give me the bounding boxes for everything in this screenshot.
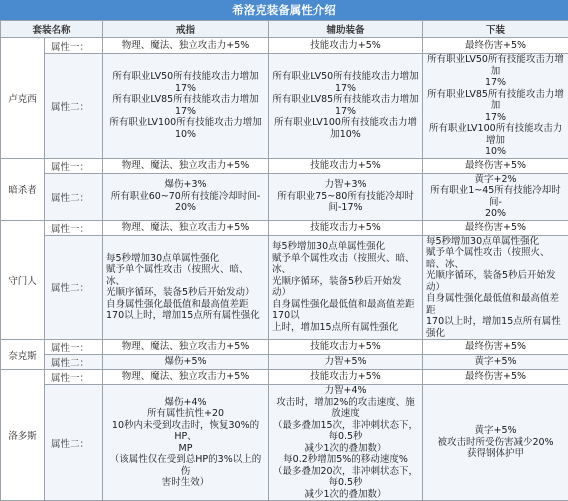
attr-label: 属性一： — [45, 220, 103, 235]
table-row — [1, 235, 568, 340]
set-name: 卢克西 — [1, 38, 45, 159]
lower-value: 黄字+2% 所有职业1~45所有技能冷却时间- 20% — [426, 174, 565, 220]
ring-value: 爆伤+3% 所有职业60~70所有技能冷却时间- 20% — [106, 179, 265, 214]
aux-value: 力智+3% 所有职业75~80所有技能冷却时间-17% — [272, 179, 419, 214]
attr-label: 属性一： — [45, 158, 103, 173]
aux-value: 力智+5% — [269, 355, 423, 370]
attr-label: 属性二： — [45, 54, 103, 159]
table-row — [1, 385, 568, 501]
lower-value: 最终伤害+5% — [423, 370, 568, 385]
set-name: 暗杀者 — [1, 158, 45, 220]
header-row — [1, 21, 568, 38]
ring-value: 爆伤+5% — [103, 355, 269, 370]
lower-value: 黄字+5% 被攻击时所受伤害减少20% 获得钢体护甲 — [426, 425, 565, 460]
ring-value: 物理、魔法、独立攻击力+5% — [103, 38, 269, 54]
ring-value: 所有职业LV50所有技能攻击力增加 17% 所有职业LV85所有技能攻击力增加 17% 所有职业LV100所有技能攻击力增加 10% — [106, 71, 265, 140]
table-row — [1, 340, 568, 355]
attr-label: 属性二： — [45, 385, 103, 501]
ring-value: 物理、魔法、独立攻击力+5% — [103, 158, 269, 173]
set-name: 守门人 — [1, 220, 45, 340]
header-aux: 辅助装备 — [269, 21, 423, 38]
aux-value: 技能攻击力+5% — [269, 158, 423, 173]
table-row — [1, 370, 568, 385]
aux-value: 力智+4% 攻击时，增加2%的攻击速度、施放速度 （最多叠加15次，非冲刺状态下，每0.5秒 减少1次的叠加数） 每0.2秒增加5%的移动速度% （最多叠加20次，非冲刺状态下，每0.5秒 减少1次的叠加数） — [272, 385, 419, 500]
page-title: 希洛克装备属性介绍 — [0, 0, 568, 20]
aux-value: 技能攻击力+5% — [269, 370, 423, 385]
attr-label: 属性二： — [45, 173, 103, 220]
ring-value: 物理、魔法、独立攻击力+5% — [103, 220, 269, 235]
attr-label: 属性一： — [45, 340, 103, 355]
lower-value: 黄字+5% — [423, 355, 568, 370]
table-row — [1, 173, 568, 220]
header-ring: 戒指 — [103, 21, 269, 38]
attr-label: 属性一： — [45, 370, 103, 385]
ring-value: 爆伤+4% 所有属性抗性+20 10秒内未受到攻击时，恢复30%的HP、 MP （该属性仅在受到总HP的3%以上的伤 害时生效） — [106, 397, 265, 489]
aux-value: 技能攻击力+5% — [269, 340, 423, 355]
set-name: 奈克斯 — [1, 340, 45, 370]
table-row — [1, 38, 568, 54]
lower-value: 最终伤害+5% — [423, 340, 568, 355]
lower-value: 最终伤害+5% — [423, 158, 568, 173]
header-set-name: 套装名称 — [1, 21, 103, 38]
lower-value: 最终伤害+5% — [423, 38, 568, 54]
attr-label: 属性二： — [45, 355, 103, 370]
lower-value: 所有职业LV50所有技能攻击力增加 17% 所有职业LV85所有技能攻击力增加 17% 所有职业LV100所有技能攻击力增加 10% — [426, 54, 565, 158]
ring-value: 每5秒增加30点单属性强化 赋予单个属性攻击（按照火、暗、冰、 光顺序循环，装备5秒后开始发动） 自身属性强化最低值和最高值差距 170以上时，增加15点所有属性强化 — [106, 253, 265, 322]
aux-value: 技能攻击力+5% — [269, 220, 423, 235]
table-row — [1, 54, 568, 159]
attr-label: 属性二： — [45, 235, 103, 340]
ring-value: 物理、魔法、独立攻击力+5% — [103, 340, 269, 355]
attr-label: 属性一： — [45, 38, 103, 54]
aux-value: 所有职业LV50所有技能攻击力增加 17% 所有职业LV85所有技能攻击力增加17% 所有职业LV100所有技能攻击力增加10% — [272, 71, 419, 140]
table-row — [1, 158, 568, 173]
header-lower: 下装 — [423, 21, 568, 38]
lower-value: 每5秒增加30点单属性强化 赋予单个属性攻击（按照火、暗、冰、 光顺序循环，装备5秒后开始发动） 自身属性强化最低值和最高值差距 170以上时，增加15点所有属性强化 — [426, 236, 565, 340]
ring-value: 物理、魔法、独立攻击力+5% — [103, 370, 269, 385]
aux-value: 每5秒增加30点单属性强化 赋予单个属性攻击（按照火、暗、冰、 光顺序循环，装备5秒后开始发动） 自身属性强化最低值和最高值差距170以 上时，增加15点所有属性强化 — [272, 241, 419, 333]
table-row — [1, 355, 568, 370]
aux-value: 技能攻击力+5% — [269, 38, 423, 54]
equipment-table — [0, 20, 568, 501]
table-row — [1, 220, 568, 235]
set-name: 洛多斯 — [1, 370, 45, 501]
lower-value: 最终伤害+5% — [423, 220, 568, 235]
